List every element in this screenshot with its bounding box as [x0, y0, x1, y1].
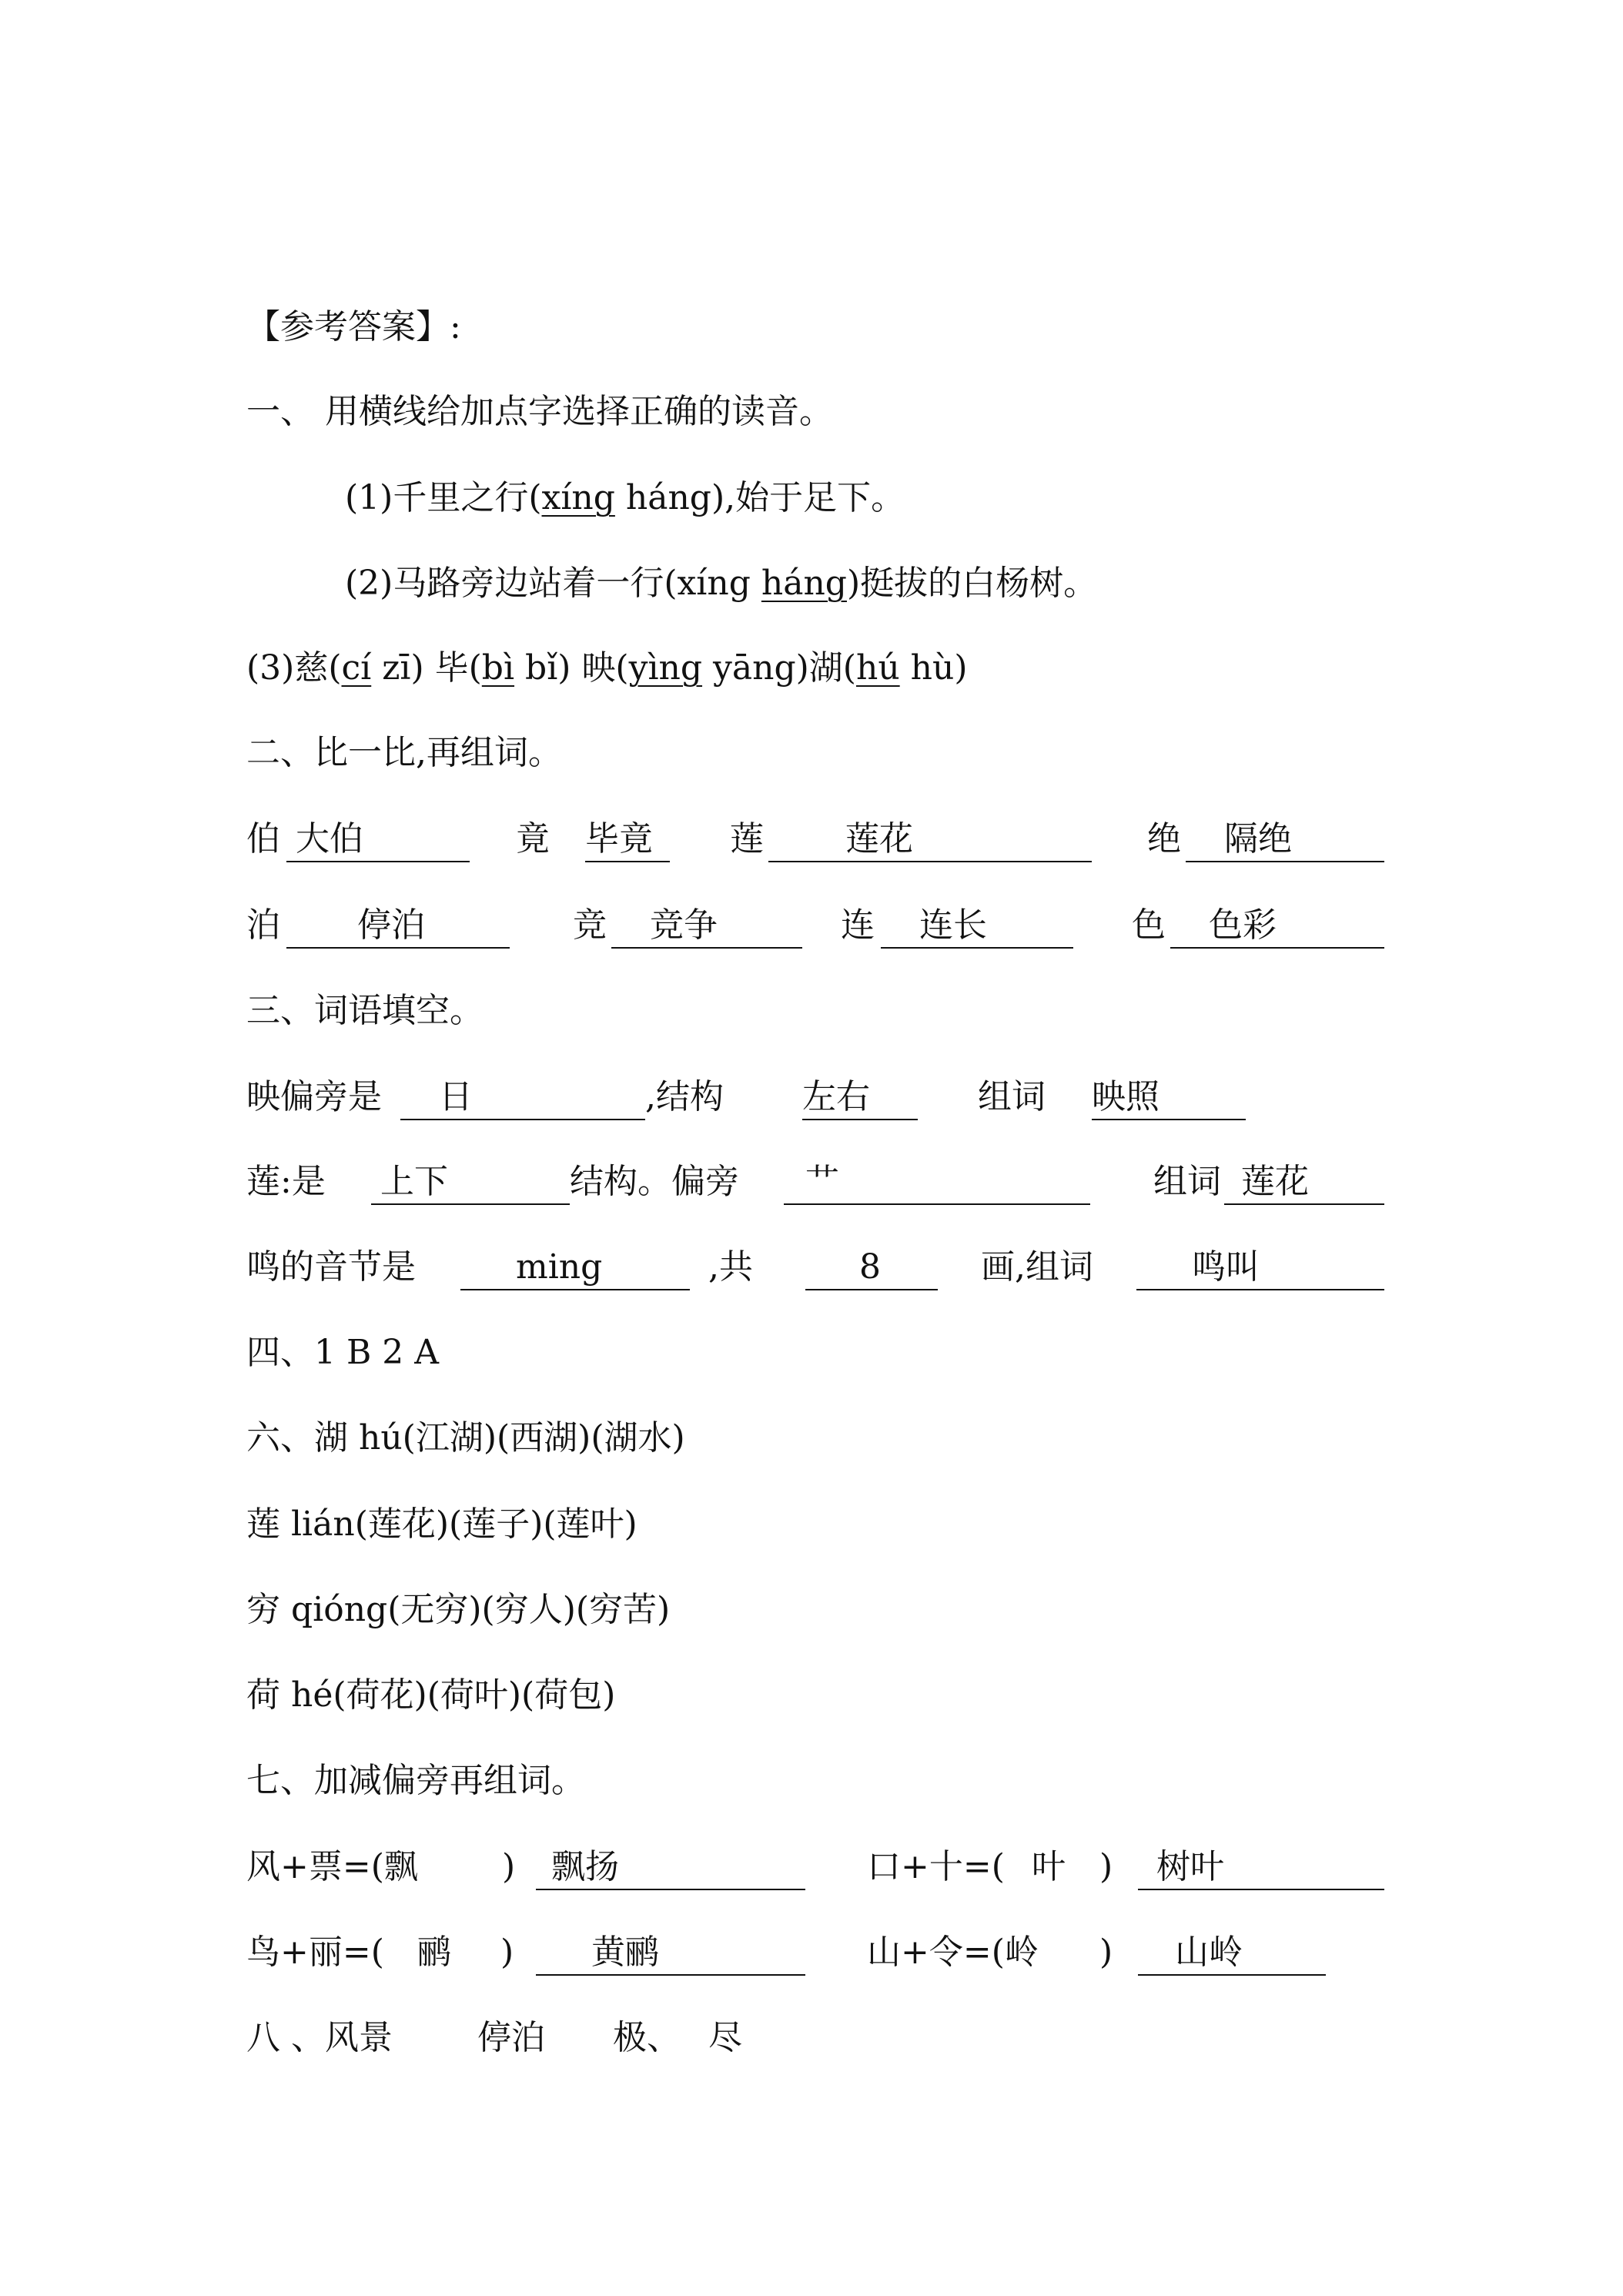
- ans-bijing: 毕竟: [585, 819, 653, 858]
- s1l3-i: hù): [910, 648, 968, 688]
- s7l1-b: ): [502, 1847, 516, 1886]
- ans-jingzheng: 竞争: [650, 905, 718, 945]
- s8-c: 极、: [613, 2018, 681, 2057]
- s1l1-c: háng),始于足下。: [625, 478, 905, 517]
- section-1-line-1: [345, 475, 905, 521]
- s1l3-ans-3: yìng: [628, 648, 703, 688]
- section-6-line-4: [246, 1672, 615, 1719]
- section-6-line-3: [246, 1587, 670, 1633]
- section-6-line-2: [246, 1501, 637, 1548]
- s1l3-a: (3)慈(: [246, 648, 342, 688]
- blank-lian: [768, 816, 1092, 862]
- s6l3-text: 穷 qióng(无穷)(穷人)(穷苦): [246, 1590, 671, 1629]
- char-se: 色: [1132, 905, 1166, 945]
- s6l2-text: 莲 lián(莲花)(莲子)(莲叶): [246, 1504, 637, 1544]
- char-bo2: 泊: [246, 905, 280, 945]
- section-1-title-text: 一、 用横线给加点字选择正确的读音。: [246, 392, 833, 431]
- s1l1-a: (1)千里之行(: [345, 478, 542, 517]
- s8-a: 八 、风景: [246, 2018, 393, 2057]
- section-1-line-3: [246, 645, 968, 691]
- blank-jing: [585, 816, 670, 862]
- section-4: [246, 1330, 439, 1376]
- answer-heading: [246, 304, 461, 350]
- s1l3-ans-2: bì: [481, 648, 515, 688]
- ans-piaoyang: 飘扬: [551, 1847, 619, 1886]
- ans-ming: ming: [516, 1247, 603, 1287]
- blank-bo: [286, 816, 470, 862]
- blank-structure-lian: [371, 1159, 570, 1205]
- char-jue: 绝: [1147, 819, 1181, 858]
- section-3-title: [246, 988, 484, 1034]
- heading-text: 【参考答案】:: [246, 307, 461, 346]
- s3l1-e: 组词: [978, 1077, 1046, 1116]
- ans-shanling: 山岭: [1175, 1933, 1243, 1972]
- ans-mingjiao: 鸣叫: [1192, 1247, 1260, 1287]
- blank-piaoyang: [536, 1844, 805, 1890]
- s7l2-a: 鸟+丽=(: [246, 1933, 384, 1972]
- section-7-line-2: [246, 1930, 1386, 1976]
- blank-bo2: [286, 902, 510, 949]
- section-3-title-text: 三、词语填空。: [246, 991, 484, 1030]
- s3l2-a: 莲:是: [246, 1162, 326, 1201]
- s3l2-c: 结构。偏旁: [570, 1162, 739, 1201]
- s1l2-answer: háng: [761, 564, 847, 603]
- s7l2-b: 鹂: [417, 1933, 451, 1972]
- s1l3-ans-1: cí: [341, 648, 372, 688]
- s3l1-a: 映偏旁是: [246, 1077, 382, 1116]
- ans-lianhua: 莲花: [845, 819, 913, 858]
- ans-lianzhang: 连长: [919, 905, 987, 945]
- section-1-line-2: [345, 561, 1097, 607]
- ans-yingzhao: 映照: [1092, 1077, 1160, 1116]
- blank-lian2: [881, 902, 1073, 949]
- char-lian2: 连: [841, 905, 875, 945]
- ans-caozitou: 艹: [805, 1162, 839, 1201]
- s1l1-answer: xíng: [541, 478, 615, 517]
- section-4-text: 四、1 B 2 A: [246, 1333, 440, 1372]
- blank-syllable-ming: [460, 1244, 690, 1290]
- s1l3-g: yāng)湖(: [713, 648, 856, 688]
- section-2-row-2: [246, 902, 1386, 949]
- section-7-title-text: 七、加减偏旁再组词。: [246, 1761, 585, 1800]
- s8-b: 停泊: [477, 2018, 545, 2057]
- section-2-title: [246, 730, 562, 776]
- blank-structure-ying: [802, 1074, 918, 1120]
- s6l1-text: 六、湖 hú(江湖)(西湖)(湖水): [246, 1418, 685, 1458]
- ans-dabo: 大伯: [296, 819, 363, 858]
- blank-se: [1170, 902, 1384, 949]
- section-2-title-text: 二、比一比,再组词。: [246, 733, 562, 772]
- s3l3-e: 画,组词: [981, 1247, 1093, 1287]
- char-bo: 伯: [246, 819, 280, 858]
- ans-lianhua2: 莲花: [1241, 1162, 1309, 1201]
- section-3-line-1: [246, 1074, 1386, 1120]
- section-3-line-2: [246, 1159, 1386, 1205]
- ans-tingbo: 停泊: [357, 905, 425, 945]
- s1l3-ans-4: hú: [855, 648, 900, 688]
- s1l2-c: )挺拔的白杨树。: [846, 564, 1098, 603]
- s7l1-a: 风+票=(飘: [246, 1847, 418, 1886]
- s7l2-c: ): [500, 1933, 514, 1972]
- section-8: [246, 2015, 1386, 2061]
- s3l3-c: ,共: [708, 1247, 753, 1287]
- ans-shuye: 树叶: [1156, 1847, 1224, 1886]
- char-lian: 莲: [730, 819, 764, 858]
- ans-shangxia: 上下: [380, 1162, 448, 1201]
- s8-d: 尽: [708, 2018, 742, 2057]
- s1l3-e: bǐ) 映(: [525, 648, 629, 688]
- s7l1-d: 口+十=(: [867, 1847, 1005, 1886]
- blank-radical-ying: [400, 1074, 645, 1120]
- blank-word-lian: [1224, 1159, 1384, 1205]
- section-1-title: [246, 389, 833, 435]
- s7l2-e: 山+令=(岭: [867, 1933, 1039, 1972]
- s7l1-f: ): [1099, 1847, 1113, 1886]
- section-2-row-1: [246, 816, 1386, 862]
- blank-radical-lian: [784, 1159, 1090, 1205]
- char-jing: 竟: [516, 819, 550, 858]
- section-7-line-1: [246, 1844, 1386, 1890]
- ans-eight: 8: [859, 1247, 881, 1287]
- s1l2-a: (2)马路旁边站着一行(xíng: [345, 564, 751, 603]
- blank-huangli: [536, 1930, 805, 1976]
- s7l2-f: ): [1099, 1933, 1113, 1972]
- ans-zuoyou: 左右: [802, 1077, 870, 1116]
- blank-jue: [1186, 816, 1384, 862]
- s3l1-c: ,结构: [645, 1077, 724, 1116]
- blank-word-ying: [1092, 1074, 1246, 1120]
- s6l4-text: 荷 hé(荷花)(荷叶)(荷包): [246, 1675, 616, 1715]
- s3l3-a: 鸣的音节是: [246, 1247, 416, 1287]
- ans-huangli: 黄鹂: [591, 1933, 659, 1972]
- ans-secai: 色彩: [1209, 905, 1277, 945]
- blank-shuye: [1138, 1844, 1384, 1890]
- section-7-title: [246, 1758, 585, 1804]
- ans-gejue: 隔绝: [1224, 819, 1292, 858]
- blank-jing2: [611, 902, 802, 949]
- s1l3-c: zī) 毕(: [382, 648, 482, 688]
- s3l2-e: 组词: [1153, 1162, 1221, 1201]
- blank-strokes-ming: [805, 1244, 938, 1290]
- blank-shanling: [1138, 1930, 1326, 1976]
- ans-ri: 日: [439, 1077, 473, 1116]
- s7l1-e: 叶: [1032, 1847, 1066, 1886]
- section-3-line-3: [246, 1244, 1386, 1290]
- section-6-line-1: [246, 1415, 685, 1461]
- char-jing2: 竞: [573, 905, 607, 945]
- blank-word-ming: [1136, 1244, 1384, 1290]
